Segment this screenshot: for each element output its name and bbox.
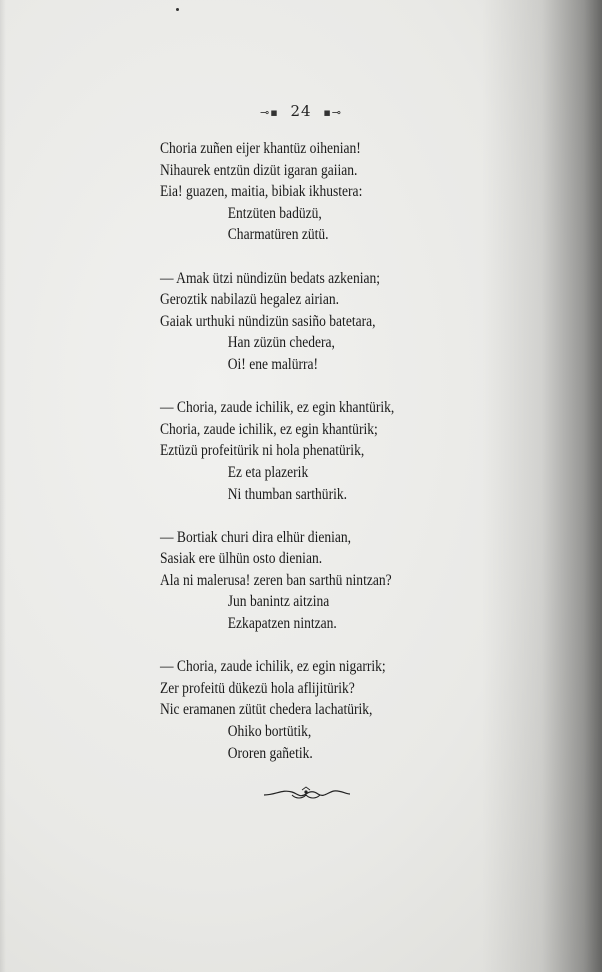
poem-stanza: [160, 268, 450, 376]
poem-line: — Choria, zaude ichilik, ez egin khantürik,: [160, 399, 395, 417]
page-number-ornament-left: ⊸▪: [260, 105, 279, 119]
poem-refrain-line: Ohiko bortütik,: [227, 723, 312, 741]
poem-stanza: [160, 527, 450, 635]
poem-refrain-line: Oi! ene malürra!: [227, 355, 319, 373]
poem-line: Sasiak ere ülhün osto dienian.: [160, 550, 323, 568]
poem-stanza: [160, 656, 450, 764]
poem-line: Nic eramanen zütüt chedera lachatürik,: [160, 701, 373, 719]
poem-refrain-line: Ez eta plazerik: [227, 463, 309, 481]
poem-line: Eztüzü profeitürik ni hola phenatürik,: [160, 442, 365, 460]
poem-line: Ala ni malerusa! zeren ban sarthü nintzan?: [160, 571, 392, 589]
poem-refrain-line: Han züzün chedera,: [227, 334, 335, 352]
poem-stanza: [160, 397, 450, 505]
page-number-header: [0, 102, 602, 120]
poem-refrain-line: Jun banintz aitzina: [227, 593, 330, 611]
poem-line: — Choria, zaude ichilik, ez egin nigarrik;: [160, 658, 386, 676]
poem-line: Eia! guazen, maitia, bibiak ikhustera:: [160, 183, 363, 201]
ink-speck: [176, 8, 179, 11]
poem-refrain-line: Entzüten badüzü,: [227, 204, 322, 222]
poem-refrain-line: Ni thumban sarthürik.: [227, 485, 348, 503]
page-edge-shadow: [0, 0, 6, 972]
poem-refrain-line: Ororen gañetik.: [227, 744, 313, 762]
poem-line: Gaiak urthuki nündizün sasiño batetara,: [160, 312, 376, 330]
poem-line: Nihaurek entzün dizüt igaran gaiian.: [160, 161, 358, 179]
poem-refrain-line: Charmatüren zütü.: [227, 226, 329, 244]
poem-line: Choria zuñen eijer khantüz oihenian!: [160, 140, 361, 157]
page-number: 24: [290, 102, 312, 120]
poem-stanza: [160, 138, 450, 246]
poem-line: Choria, zaude ichilik, ez egin khantürik;: [160, 420, 378, 438]
poem-refrain-line: Ezkapatzen nintzan.: [227, 615, 337, 633]
poem-line: Zer profeitü dükezü hola aflijitürik?: [160, 679, 355, 697]
fleuron-ornament-icon: [262, 783, 352, 805]
poem-line: — Bortiak churi dira elhür dienian,: [160, 528, 352, 546]
poem-line: Geroztik nabilazü hegalez airian.: [160, 291, 339, 309]
page-number-ornament-right: ▪⊸: [323, 105, 342, 119]
poem-body: [160, 138, 450, 786]
poem-line: — Amak ützi nündizün bedats azkenian;: [160, 269, 381, 287]
